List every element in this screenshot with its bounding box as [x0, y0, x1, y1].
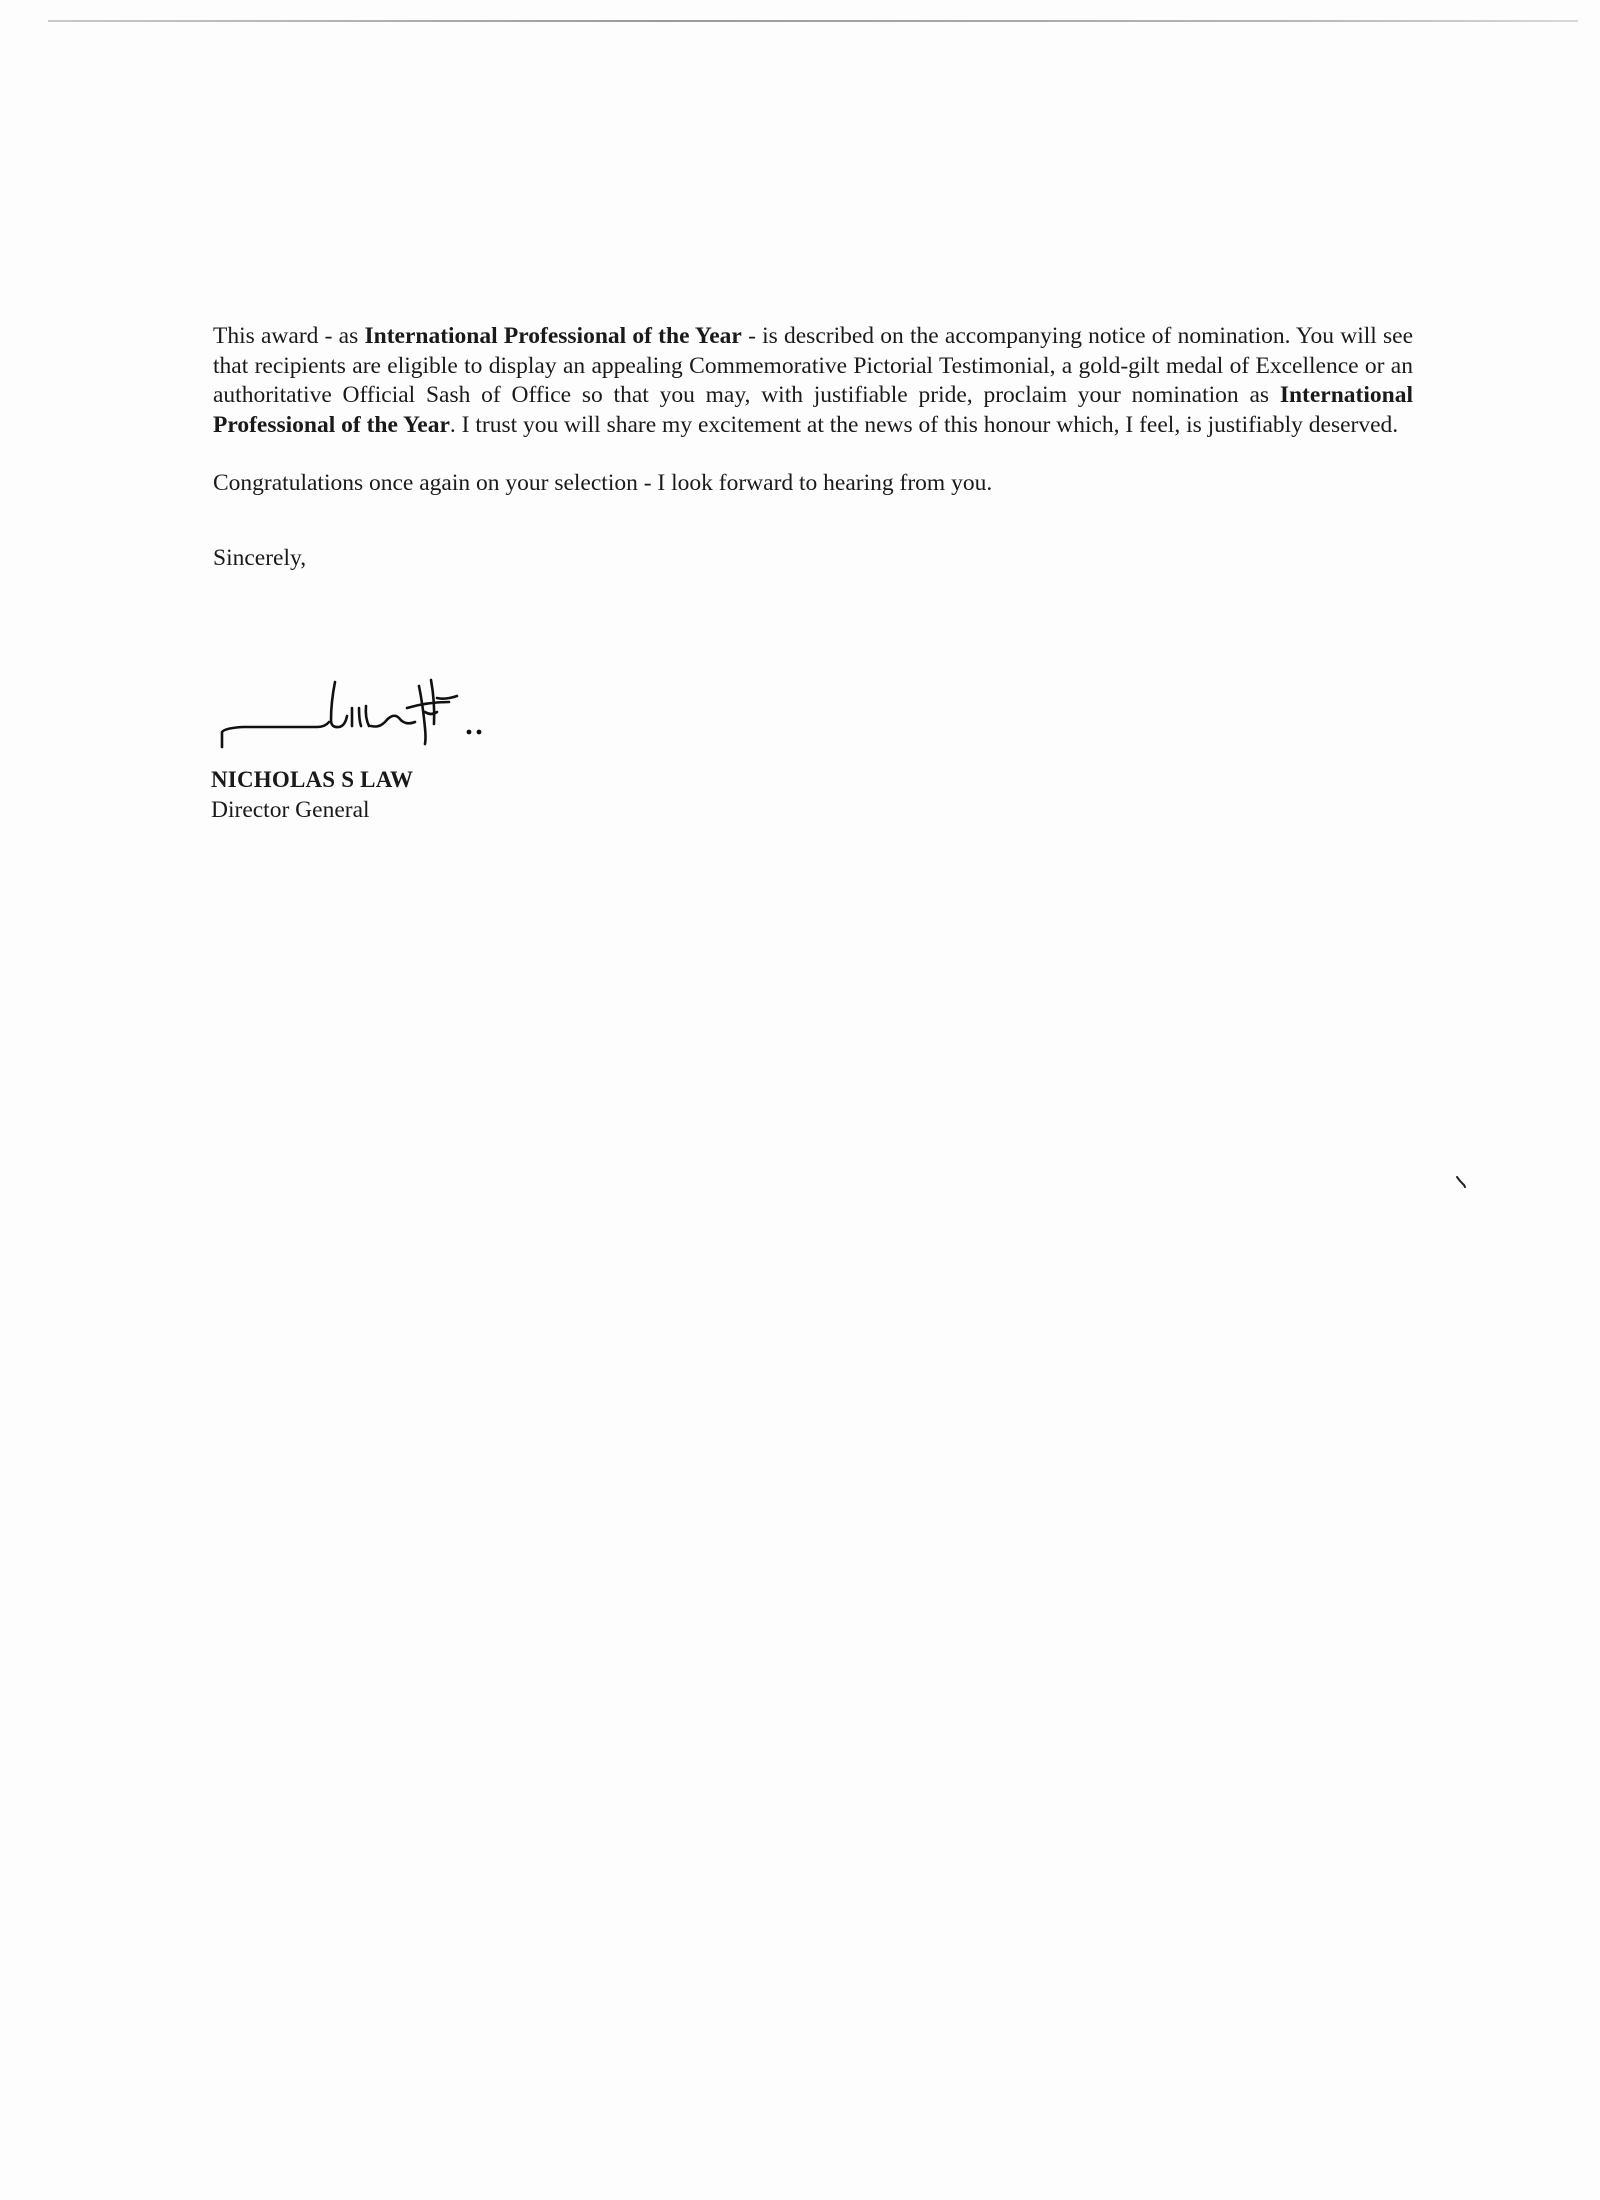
signer-title: Director General: [211, 797, 370, 823]
closing-salutation: Sincerely,: [213, 544, 307, 571]
handwritten-signature: [213, 672, 503, 752]
paragraph1-text-2: - is described on the accompanying notice of nomination. You will see that recipients are eligible to display an appealing Commemorative Pictorial Testimonial, a gold-gilt medal of Excellence or an authoritative Official Sash of Office so that you may, with justifiable pride, proclaim your nomination as: [213, 323, 1414, 408]
paragraph-congratulations: Congratulations once again on your selection - I look forward to hearing from you.: [213, 470, 993, 496]
paragraph-award-description: [213, 322, 1413, 440]
signer-name: NICHOLAS S LAW: [211, 767, 414, 792]
paragraph1-text-1: This award - as: [213, 323, 365, 349]
scan-edge-line: [48, 20, 1578, 22]
award-title-1: International Professional of the Year: [364, 323, 742, 349]
award-title-2: International Professional of the Year: [213, 382, 1413, 438]
paragraph1-text-3: . I trust you will share my excitement at the news of this honour which, I feel, is justifiably deserved.: [449, 411, 1399, 438]
letter-body: [213, 322, 1413, 573]
scan-speck: [1456, 1176, 1466, 1188]
